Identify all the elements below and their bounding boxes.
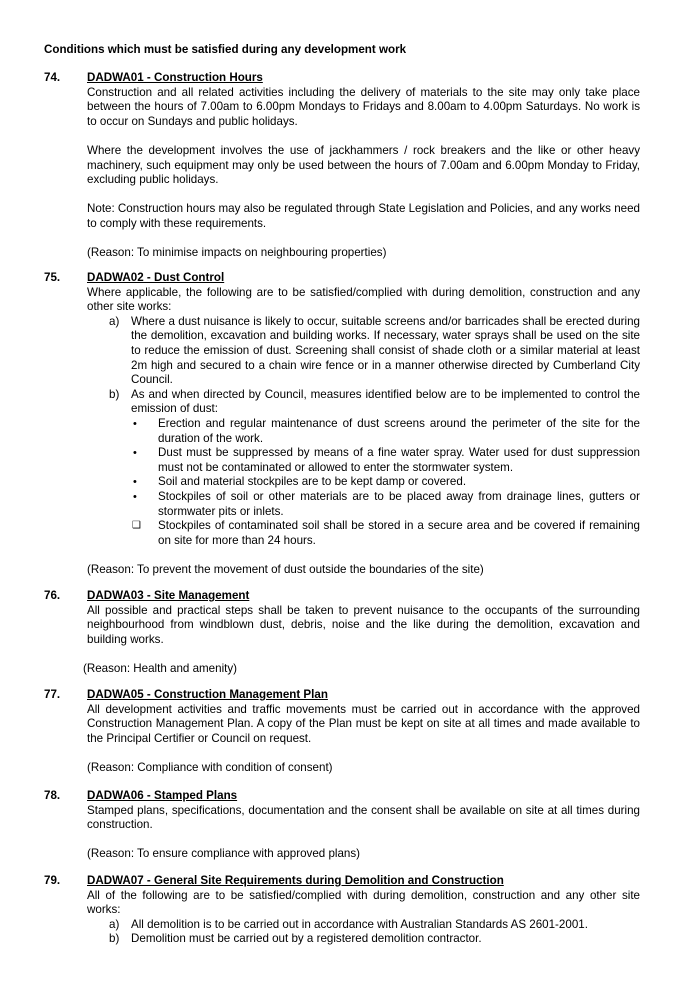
bullet-text: Stockpiles of contaminated soil shall be stored in a secure area and be covered if remaining on site for more than 24 hours. (158, 519, 640, 547)
condition-body (87, 71, 640, 261)
condition-reason: (Reason: To ensure compliance with approved plans) (87, 847, 361, 861)
bullet-item (131, 417, 640, 446)
list-marker: a) (109, 917, 120, 931)
bullet-icon: • (133, 447, 137, 460)
bullet-item (131, 519, 640, 548)
condition-list (87, 918, 640, 947)
list-item-text: As and when directed by Council, measures identified below are to be implemented to control the emission of dust: (131, 387, 640, 416)
condition-reason: (Reason: Health and amenity) (83, 661, 238, 675)
condition-title: DADWA02 - Dust Control (87, 271, 225, 284)
condition-number: 79. (44, 874, 61, 887)
checkbox-bullet-icon: ❑ (132, 520, 141, 532)
condition-paragraph: All possible and practical steps shall be taken to prevent nuisance to the occupants of the surrounding neighbourhood from windblown dust, debris, noise and the like during the demolition, excavation and building works. (87, 603, 640, 646)
condition-body (83, 589, 640, 677)
condition-number: 75. (44, 271, 61, 284)
condition-number: 76. (44, 589, 61, 602)
condition-body (87, 874, 640, 947)
condition-title: DADWA03 - Site Management (87, 589, 250, 602)
condition-number: 77. (44, 688, 61, 701)
list-item (87, 388, 640, 549)
condition-paragraph: Stamped plans, specifications, documentation and the consent shall be available on site at all times during construction. (87, 803, 640, 832)
condition-note: Note: Construction hours may also be regulated through State Legislation and Policies, and any works need to comply with these requirements. (87, 202, 640, 230)
bullet-text: Dust must be suppressed by means of a fine water spray. Water used for dust suppression must not be contaminated or allowed to enter the stormwater system. (158, 446, 640, 474)
condition-intro: Where applicable, the following are to be satisfied/complied with during demolition, construction and any other site works: (87, 285, 640, 314)
bullet-text: Soil and material stockpiles are to be kept damp or covered. (158, 475, 467, 489)
condition-reason: (Reason: Compliance with condition of consent) (87, 760, 333, 774)
bullet-icon: • (133, 490, 137, 503)
bullet-item (131, 490, 640, 519)
condition-body (87, 271, 640, 577)
condition-list (87, 315, 640, 549)
list-item-text: Where a dust nuisance is likely to occur, suitable screens and/or barricades shall be erected during the demolition, excavation and building works. If necessary, water sprays shall be used on the site to reduce the emission of dust. Screening shall consist of shade cloth or a similar material at least 2m high and secured to a chain wire fence or in a manner otherwise directed by Cumberland City Council. (131, 314, 640, 387)
list-item-text: Demolition must be carried out by a registered demolition contractor. (131, 932, 482, 946)
bullet-text: Erection and regular maintenance of dust screens around the perimeter of the site for the duration of the work. (158, 416, 640, 445)
condition-body (87, 789, 640, 862)
condition-paragraph: All development activities and traffic movements must be carried out in accordance with the approved Construction Management Plan. A copy of the Plan must be kept on site at all times and made available to the Principal Certifier or Council on request. (87, 702, 640, 745)
list-marker: b) (109, 932, 120, 946)
bullet-item (131, 446, 640, 475)
list-marker: b) (109, 387, 120, 401)
condition-title: DADWA06 - Stamped Plans (87, 789, 238, 802)
condition-title: DADWA01 - Construction Hours (87, 71, 263, 84)
section-heading: Conditions which must be satisfied during any development work (44, 43, 407, 56)
list-item (87, 315, 640, 388)
bullet-icon: • (133, 417, 137, 430)
condition-reason: (Reason: To prevent the movement of dust outside the boundaries of the site) (87, 562, 484, 576)
condition-body (87, 688, 640, 776)
bullet-icon: • (133, 476, 137, 489)
condition-title: DADWA05 - Construction Management Plan (87, 688, 328, 701)
condition-reason: (Reason: To minimise impacts on neighbouring properties) (87, 246, 387, 260)
condition-paragraph: Construction and all related activities including the delivery of materials to the site may only take place between the hours of 7.00am to 6.00pm Mondays to Fridays and 8.00am to 4.00pm Saturdays. No work is to occur on Sundays and public holidays. (87, 85, 640, 128)
bullet-item (131, 475, 640, 490)
list-item (87, 918, 640, 933)
bullet-text: Stockpiles of soil or other materials are to be placed away from drainage lines, gutters or stormwater pits or inlets. (158, 489, 640, 518)
condition-title: DADWA07 - General Site Requirements during Demolition and Construction (87, 874, 504, 887)
condition-number: 78. (44, 789, 61, 802)
list-marker: a) (109, 314, 120, 328)
condition-number: 74. (44, 71, 61, 84)
bullet-list (131, 417, 640, 548)
condition-paragraph: Where the development involves the use of jackhammers / rock breakers and the like or other heavy machinery, such equipment may only be used between the hours of 7.00am and 6.00pm Monday to Friday, excluding public holidays. (87, 143, 640, 187)
list-item-text: All demolition is to be carried out in accordance with Australian Standards AS 2601-2001. (131, 917, 588, 931)
condition-intro: All of the following are to be satisfied/complied with during demolition, construction and any other site works: (87, 888, 640, 917)
list-item (87, 932, 640, 947)
